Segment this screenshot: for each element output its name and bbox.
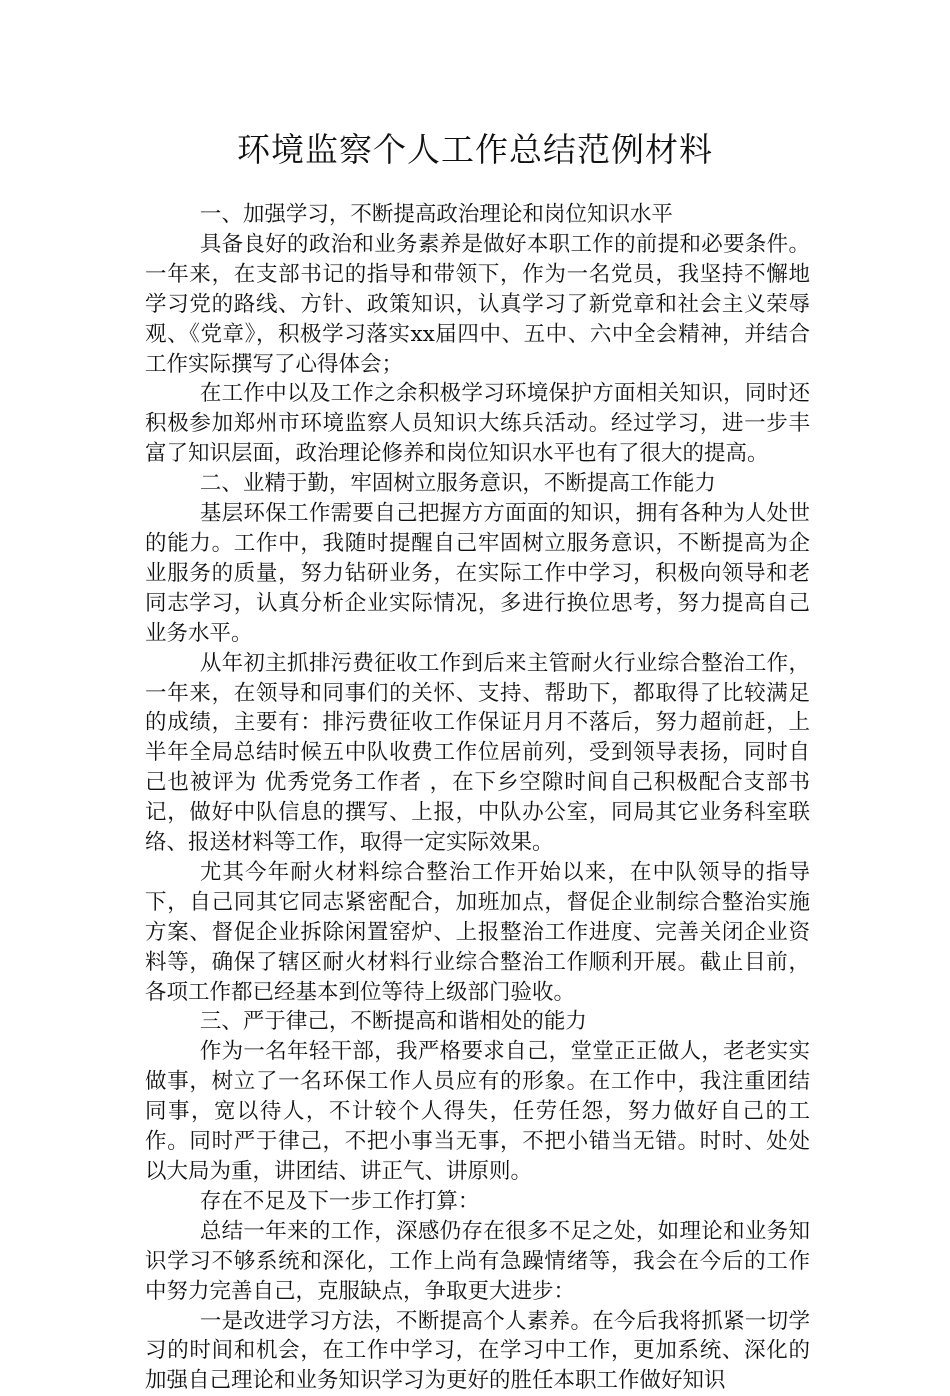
document-body xyxy=(145,200,810,1396)
paragraph: 具备良好的政治和业务素养是做好本职工作的前提和必要条件。一年来，在支部书记的指导和带领下，作为一名党员，我坚持不懈地学习党的路线、方针、政策知识，认真学习了新党章和社会主义荣辱观、《党章》，积极学习落实xx届四中、五中、六中全会精神，并结合工作实际撰写了心得体会； xyxy=(145,231,810,377)
paragraph: 作为一名年轻干部，我严格要求自己，堂堂正正做人，老老实实做事，树立了一名环保工作人员应有的形象。在工作中，我注重团结同事，宽以待人，不计较个人得失，任劳任怨，努力做好自己的工作。同时严于律己，不把小事当无事，不把小错当无错。时时、处处以大局为重，讲团结、讲正气、讲原则。 xyxy=(145,1039,810,1184)
section-heading-2: 二、业精于勤，牢固树立服务意识，不断提高工作能力 xyxy=(199,471,716,497)
paragraph: 一是改进学习方法，不断提高个人素养。在今后我将抓紧一切学习的时间和机会，在工作中学习，在学习中工作，更加系统、深化的加强自己理论和业务知识学习为更好的胜任本职工作做好知识 xyxy=(145,1308,810,1394)
paragraph: 在工作中以及工作之余积极学习环境保护方面相关知识，同时还积极参加郑州市环境监察人员知识大练兵活动。经过学习，进一步丰富了知识层面，政治理论修养和岗位知识水平也有了很大的提高。 xyxy=(145,381,810,467)
subheading: 存在不足及下一步工作打算： xyxy=(199,1188,480,1214)
paragraph: 尤其今年耐火材料综合整治工作开始以来，在中队领导的指导下，自己同其它同志紧密配合，加班加点，督促企业制综合整治实施方案、督促企业拆除闲置窑炉、上报整治工作进度、完善关闭企业资料等，确保了辖区耐火材料行业综合整治工作顺利开展。截止目前，各项工作都已经基本到位等待上级部门验收。 xyxy=(145,859,810,1005)
section-heading-1: 一、加强学习，不断提高政治理论和岗位知识水平 xyxy=(199,202,673,227)
paragraph: 总结一年来的工作，深感仍存在很多不足之处，如理论和业务知识学习不够系统和深化，工作上尚有急躁情绪等，我会在今后的工作中努力完善自己，克服缺点，争取更大进步： xyxy=(145,1218,810,1304)
paragraph: 从年初主抓排污费征收工作到后来主管耐火行业综合整治工作，一年来，在领导和同事们的关怀、支持、帮助下，都取得了比较满足的成绩，主要有：排污费征收工作保证月月不落后，努力超前赶，上半年全局总结时候五中队收费工作位居前列，受到领导表扬，同时自己也被评为 优秀党务工作者 ，在下乡空隙时间自己积极配合支部书记，做好中队信息的撰写、上报，中队办公室，同局其它业务科室联络、报送材料等工作，取得一定实际效果。 xyxy=(145,650,810,856)
section-heading-3: 三、严于律己，不断提高和谐相处的能力 xyxy=(199,1009,587,1035)
paragraph: 基层环保工作需要自己把握方方面面的知识，拥有各种为人处世的能力。工作中，我随时提醒自己牢固树立服务意识，不断提高为企业服务的质量，努力钻研业务，在实际工作中学习，积极向领导和老同志学习，认真分析企业实际情况，多进行换位思考，努力提高自己业务水平。 xyxy=(145,501,810,646)
document-title: 环境监察个人工作总结范例材料 xyxy=(237,130,713,169)
